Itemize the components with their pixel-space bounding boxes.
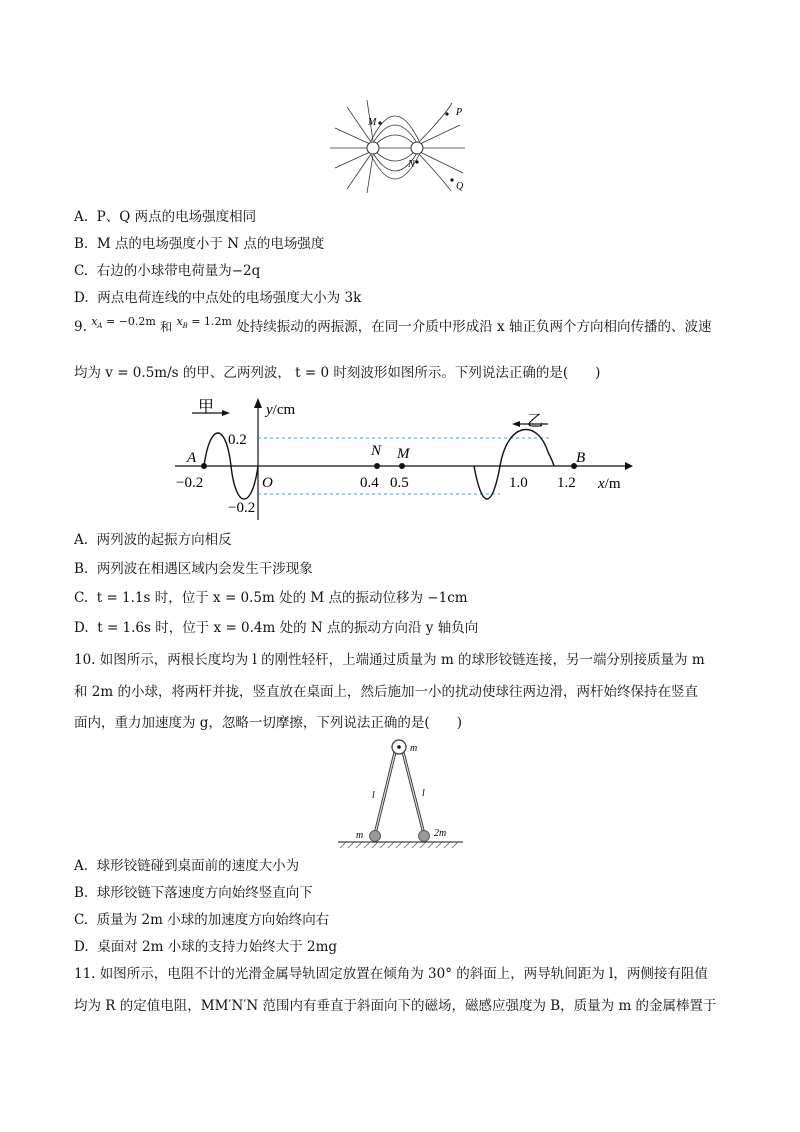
q10-option-a: A. 球形铰链碰到桌面前的速度大小为	[74, 858, 300, 874]
tick-12: 1.2	[557, 475, 576, 491]
label-y-bot: −0.2	[228, 500, 256, 516]
rods-figure	[335, 738, 470, 850]
label-l-left: l	[372, 790, 375, 801]
tick-10: 1.0	[509, 475, 528, 491]
label-origin: O	[262, 475, 273, 491]
q11-stem-line1: 11. 如图所示，电阻不计的光滑金属导轨固定放置在倾角为 30° 的斜面上，两导轨间距为 l，两侧接有阻值	[74, 966, 708, 982]
label-b: B	[576, 450, 586, 466]
q9-option-c: C. t = 1.1s 时，位于 x = 0.5m 处的 M 点的振动位移为 −1cm	[74, 590, 468, 606]
label-n: N	[371, 443, 382, 459]
q10-option-b: B. 球形铰链下落速度方向始终竖直向下	[74, 885, 313, 901]
q10-stem-line3: 面内，重力加速度为 g，忽略一切摩擦，下列说法正确的是( )	[74, 715, 462, 731]
label-yi: 乙	[527, 413, 544, 430]
electric-field-figure	[325, 95, 475, 195]
label-m: M	[368, 117, 377, 128]
label-2m-right: 2m	[434, 828, 447, 839]
label-p: P	[456, 107, 463, 118]
tick-neg02: −0.2	[176, 475, 204, 491]
q9-option-a: A. 两列波的起振方向相反	[74, 532, 232, 548]
label-y-top: 0.2	[228, 432, 247, 448]
wave-figure	[170, 392, 640, 522]
q8-option-c: C. 右边的小球带电荷量为−2q	[74, 263, 261, 279]
q10-option-c: C. 质量为 2m 小球的加速度方向始终向右	[74, 912, 330, 928]
q8-option-a: A. P、Q 两点的电场强度相同	[74, 209, 257, 225]
q9-option-b: B. 两列波在相遇区域内会发生干涉现象	[74, 561, 313, 577]
tick-04: 0.4	[360, 475, 379, 491]
q9-stem-line2: 均为 v = 0.5m/s 的甲、乙两列波， t = 0 时刻波形如图所示。下列说法正确的是( )	[74, 365, 601, 381]
q8-option-d: D. 两点电荷连线的中点处的电场强度大小为 3k	[74, 290, 362, 306]
label-q: Q	[456, 181, 464, 192]
q8-option-b: B. M 点的电场强度小于 N 点的电场强度	[74, 236, 325, 252]
q10-option-d: D. 桌面对 2m 小球的支持力始终大于 2mg	[74, 939, 338, 955]
q9-option-d: D. t = 1.6s 时，位于 x = 0.4m 处的 N 点的振动方向沿 y 轴负向	[74, 620, 479, 636]
label-m: M	[397, 446, 410, 462]
label-m-left: m	[356, 830, 364, 841]
q10-stem-line2: 和 2m 的小球，将两杆并拢，竖直放在桌面上，然后施加一小的扰动使球往两边滑，两杆始终保持在竖直	[74, 684, 698, 700]
tick-05: 0.5	[390, 475, 409, 491]
label-jia: 甲	[198, 399, 215, 416]
label-m-top: m	[410, 743, 418, 754]
q10-stem-line1: 10. 如图所示，两根长度均为 l 的刚性轻杆，上端通过质量为 m 的球形铰链连接，另一端分别接质量为 m	[74, 652, 705, 668]
q11-stem-line2: 均为 R 的定值电阻，MM′N′N 范围内有垂直于斜面向下的磁场，磁感应强度为 B，质量为 m 的金属棒置于	[74, 998, 717, 1014]
label-l-right: l	[422, 788, 425, 799]
label-xlabel: x/m	[598, 476, 621, 492]
label-ylabel: y/cm	[266, 402, 296, 418]
q9-stem-line1: 9. $^{x_A = -0.2m}$ 和 $^{x_B = 1.2m}$ 处持续振动的两振源，在同一介质中形成沿 x 轴正负两个方向相向传播的、波速	[74, 315, 712, 335]
label-a: A	[187, 450, 197, 466]
label-n: N	[408, 159, 415, 170]
